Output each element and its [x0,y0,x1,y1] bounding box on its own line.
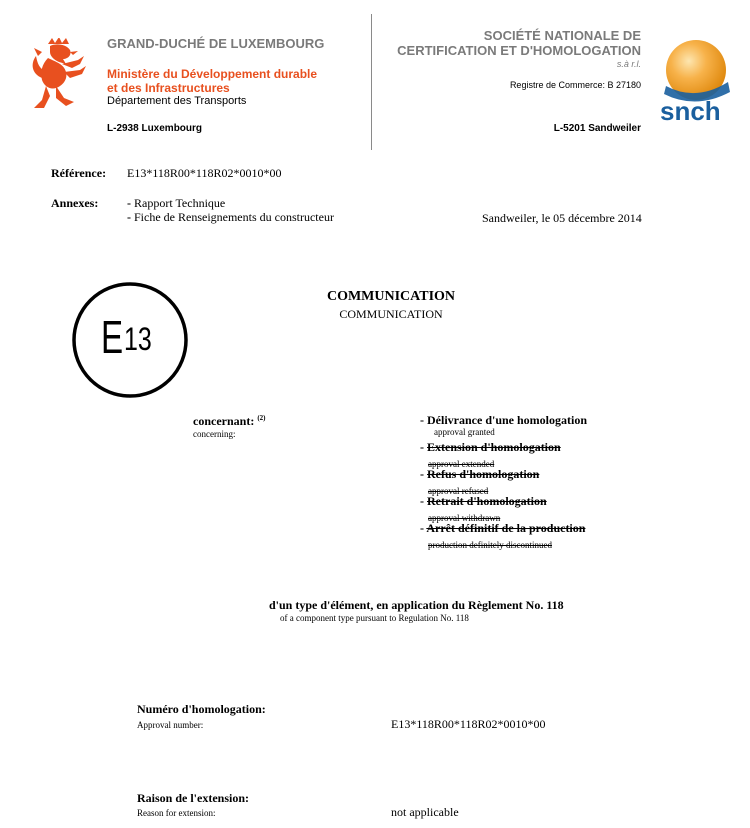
emblem-number: 13 [124,321,152,357]
concerning-label-en: concerning: [193,429,236,439]
approval-number-label: Numéro d'homologation: [137,702,266,716]
snch-logo-text: snch [660,96,721,126]
extension-reason-label-en: Reason for extension: [137,808,216,818]
department-name: Département des Transports [107,95,247,107]
emblem-letter: E [101,311,124,363]
snch-logo [656,38,736,130]
component-type-statement: d'un type d'élément, en application du Règlement No. 118 [269,598,564,612]
annex-item: - Fiche de Renseignements du constructeur [127,210,334,224]
trade-registry: Registre de Commerce: B 27180 [509,80,641,90]
option-withdrawn: - Retrait d'homologation approval withdrawn [420,494,547,523]
right-address: L-5201 Sandweiler [553,123,641,134]
ministry-line-2: et des Infrastructures [107,81,230,95]
option-granted: - Délivrance d'une homologation approval granted [420,413,588,437]
annexes-label: Annexes: [51,196,99,210]
approval-number-value: E13*118R00*118R02*0010*00 [391,717,546,731]
company-line-1: SOCIÉTÉ NATIONALE DE [483,28,641,43]
luxembourg-lion-logo [26,38,94,120]
concerning-label: concernant: $^{(2)}$ [193,414,266,428]
reference-value: E13*118R00*118R02*0010*00 [127,166,282,180]
approval-number-label-en: Approval number: [137,720,204,730]
annexes-list [127,196,334,224]
approval-options [420,413,587,548]
place-date: Sandweiler, le 05 décembre 2014 [482,211,642,225]
company-legal-form: s.à r.l. [616,59,641,69]
component-type-statement-en: of a component type pursuant to Regulation No. 118 [280,613,469,623]
option-extended: - Extension d'homologation approval extended [420,440,561,469]
reference-label: Référence: [51,166,107,180]
ministry-line-1: Ministère du Développement durable [107,67,318,81]
company-line-2: CERTIFICATION ET D'HOMOLOGATION [397,43,641,58]
annex-item: - Rapport Technique [127,196,226,210]
extension-reason-label: Raison de l'extension: [137,791,250,805]
company-name [397,28,641,58]
left-address: L-2938 Luxembourg [107,123,203,134]
footnote-ref: (2) [257,414,266,422]
option-refused: - Refus d'homologation approval refused [420,467,540,496]
ministry-name [107,67,317,95]
header-divider [371,14,372,150]
document-title-en: COMMUNICATION [339,307,443,321]
country-name: GRAND-DUCHÉ DE LUXEMBOURG [107,36,325,51]
option-discontinued: - Arrêt définitif de la production production definitely discontinued [420,521,586,550]
extension-reason-value: not applicable [391,805,459,819]
document-title: COMMUNICATION [326,289,456,304]
